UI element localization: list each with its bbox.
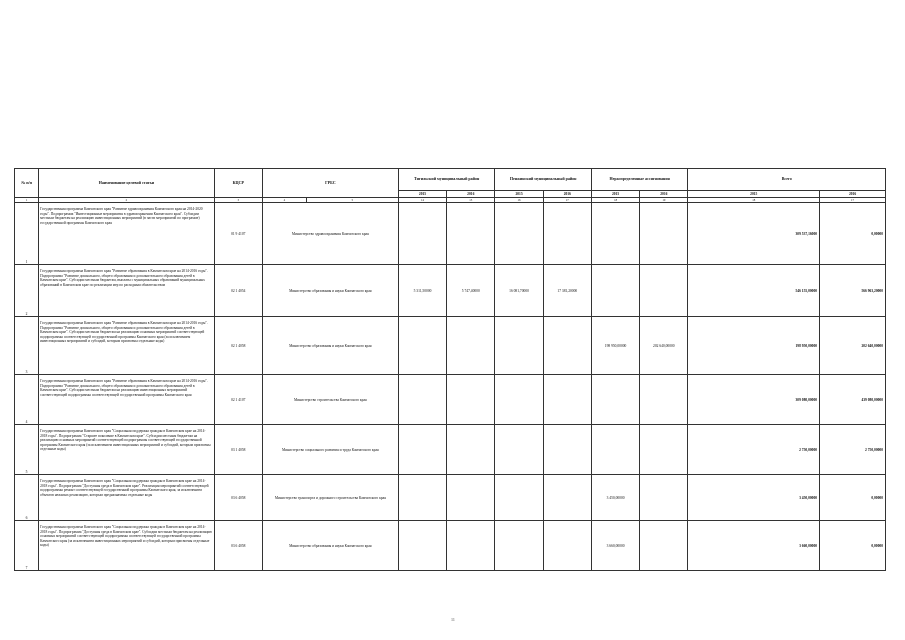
value-total-2015: 3 660,00000 (688, 521, 820, 571)
table-row (15, 265, 886, 317)
table-row (15, 203, 886, 265)
value-unallocated-2015: 3 660,00000 (591, 521, 639, 571)
value-penzhin-2016: 17 381,20000 (543, 265, 591, 317)
value-penzhin-2015 (495, 521, 543, 571)
table-row (15, 317, 886, 375)
value-unallocated-2015 (591, 375, 639, 425)
value-penzhin-2015 (495, 425, 543, 475)
value-tigil-2016: 5 747,40000 (447, 265, 495, 317)
row-name: Государственная программа Камчатского края "Развитие образования в Камчатском крае на 2014-2016 годы". Подпрограмма "Развитие дошкольного, общего образования и дополнительного образования детей в Камчатском крае". Субсидии местным бюджетам на реализацию инвестиционных мероприятий соответствующей подпрограммы соответствующей государственной программы Камчатского края (39, 375, 215, 425)
year-cell: 2016 (640, 191, 688, 198)
row-name: Государственная программа Камчатского края "Развитие здравоохранения Камчатского края на 2014-2020 годы". Подпрограмма "Инвестиционные мероприятия в здравоохранении Камчатского края". Субсидии местным бюджетам на реализацию инвестиционных мероприятий (в части мероприятий по программе) государственной программы Камчатского края (39, 203, 215, 265)
header-unallocated: Нераспределенные ассигнования (591, 169, 688, 191)
row-name: Государственная программа Камчатского края "Социальная поддержка граждан в Камчатском крае на 2014-2018 годы". Подпрограмма "Доступная среда в Камчатском крае". Реализация мероприятий соответствующей подпрограммы ремонт соответствующей государственной программы Камчатского края, за исключением объектов нежилых реализацию, которым предназначены отдельные коды (39, 475, 215, 521)
col-index: 19 (640, 198, 688, 203)
row-grbs: Министерство здравоохранения Камчатского края (262, 203, 398, 265)
value-penzhin-2016 (543, 475, 591, 521)
year-cell: 2016 (543, 191, 591, 198)
table-row (15, 521, 886, 571)
year-cell: 2015 (495, 191, 543, 198)
page-marker: 11 (451, 617, 455, 622)
col-index: 1 (15, 198, 39, 203)
col-index: 3 (214, 198, 262, 203)
appropriations-table (14, 168, 886, 571)
col-index: 18 (688, 198, 820, 203)
year-cell: 2015 (591, 191, 639, 198)
value-tigil-2016 (447, 375, 495, 425)
value-total-2015: 309 080,00000 (688, 375, 820, 425)
value-total-2016: 202 640,00000 (820, 317, 886, 375)
value-unallocated-2016: 202 640,00000 (640, 317, 688, 375)
value-total-2016: 2 750,00000 (820, 425, 886, 475)
value-penzhin-2015 (495, 475, 543, 521)
row-number: 2 (15, 265, 39, 317)
value-tigil-2015 (398, 475, 446, 521)
value-unallocated-2015 (591, 265, 639, 317)
year-cell: 2016 (447, 191, 495, 198)
row-grbs: Министерство строительства Камчатского края (262, 375, 398, 425)
row-kbk: 02 1 4107 (214, 375, 262, 425)
header-name: Наименование целевой статьи (39, 169, 215, 198)
row-grbs: Министерство социального развития и труда Камчатского края (262, 425, 398, 475)
value-tigil-2016 (447, 203, 495, 265)
value-tigil-2015 (398, 425, 446, 475)
row-number: 4 (15, 375, 39, 425)
col-index: 5 (306, 198, 398, 203)
row-kbk: 03 6 4058 (214, 475, 262, 521)
value-total-2015: 198 950,00000 (688, 317, 820, 375)
row-number: 3 (15, 317, 39, 375)
value-penzhin-2016 (543, 203, 591, 265)
col-index: 4 (262, 198, 306, 203)
col-index: 18 (591, 198, 639, 203)
row-name: Государственная программа Камчатского края "Социальная поддержка граждан в Камчатском крае на 2014-2018 годы". Подпрограмма "Доступная среда в Камчатском крае". Субсидии местным бюджетам на реализацию основных мероприятий соответствующей подпрограммы соответствующей государственной программы Камчатского края (за исключением инвестиционных мероприятий и субсидий, которым присвоены отдельные коды) (39, 521, 215, 571)
row-grbs: Министерство транспорта и дорожного строительства Камчатского края (262, 475, 398, 521)
value-total-2016: 0,00000 (820, 475, 886, 521)
value-total-2016: 566 963,20000 (820, 265, 886, 317)
table-row (15, 475, 886, 521)
row-grbs: Министерство образования и науки Камчатского края (262, 317, 398, 375)
year-cell: 2015 (398, 191, 446, 198)
value-total-2015: 3 450,00000 (688, 475, 820, 521)
value-tigil-2016 (447, 317, 495, 375)
value-total-2016: 439 080,00000 (820, 375, 886, 425)
header-total: Всего (688, 169, 886, 191)
value-total-2016: 0,00000 (820, 203, 886, 265)
col-index: 14 (398, 198, 446, 203)
value-penzhin-2016 (543, 317, 591, 375)
col-index: 15 (447, 198, 495, 203)
value-unallocated-2015 (591, 203, 639, 265)
value-tigil-2015 (398, 317, 446, 375)
table-body (15, 203, 886, 571)
col-index: 16 (495, 198, 543, 203)
col-index: 2 (39, 198, 215, 203)
header-num: № п/п (15, 169, 39, 198)
row-number: 5 (15, 425, 39, 475)
value-total-2016: 0,00000 (820, 521, 886, 571)
value-tigil-2015: 5 311,50000 (398, 265, 446, 317)
value-tigil-2016 (447, 521, 495, 571)
row-grbs: Министерство образования и науки Камчатского края (262, 521, 398, 571)
header-penzhin: Пенжинский муниципальный район (495, 169, 592, 191)
header-grbs: ГРБС (262, 169, 398, 198)
value-unallocated-2016 (640, 203, 688, 265)
table-row (15, 425, 886, 475)
value-tigil-2016 (447, 475, 495, 521)
value-unallocated-2016 (640, 425, 688, 475)
row-name: Государственная программа Камчатского края "Развитие образования в Камчатском крае на 2014-2016 годы". Подпрограмма "Развитие дошкольного, общего образования и дополнительного образования детей в Камчатском крае". Субсидии местным бюджетам на реализацию основных мероприятий соответствующей подпрограммы соответствующей государственной программы Камчатского края (за исключением инвестиционных мероприятий и субсидий, которым присвоены отдельные коды) (39, 317, 215, 375)
row-kbk: 01 9 4107 (214, 203, 262, 265)
row-grbs: Министерство образования и науки Камчатского края (262, 265, 398, 317)
header-kbk: КЦСР (214, 169, 262, 198)
value-total-2015: 309 537,16000 (688, 203, 820, 265)
row-kbk: 03 1 4058 (214, 425, 262, 475)
row-number: 7 (15, 521, 39, 571)
row-kbk: 03 6 4058 (214, 521, 262, 571)
header-row (15, 169, 886, 191)
header-tigil: Тигильский муниципальный район (398, 169, 495, 191)
year-cell: 2015 (688, 191, 820, 198)
value-penzhin-2015 (495, 375, 543, 425)
value-penzhin-2016 (543, 521, 591, 571)
row-name: Государственная программа Камчатского края "Развитие образования в Камчатском крае на 2014-2016 годы". Подпрограмма "Развитие дошкольного, общего образования и дополнительного образования детей в Камчатском крае". Субсидии местным бюджетам, выплаты с муниципальных образований муниципальных образований в Камчатском крае по реализации мер по расходным обязательствам (39, 265, 215, 317)
row-number: 6 (15, 475, 39, 521)
value-unallocated-2015: 3 450,00000 (591, 475, 639, 521)
year-cell: 2016 (820, 191, 886, 198)
value-unallocated-2016 (640, 375, 688, 425)
value-unallocated-2015: 198 950,00000 (591, 317, 639, 375)
value-penzhin-2016 (543, 425, 591, 475)
value-total-2015: 546 155,00000 (688, 265, 820, 317)
value-penzhin-2015 (495, 317, 543, 375)
col-index: 17 (820, 198, 886, 203)
col-index: 17 (543, 198, 591, 203)
row-kbk: 02 1 4054 (214, 265, 262, 317)
value-tigil-2015 (398, 203, 446, 265)
value-unallocated-2015 (591, 425, 639, 475)
value-penzhin-2016 (543, 375, 591, 425)
value-unallocated-2016 (640, 521, 688, 571)
table-row (15, 375, 886, 425)
value-unallocated-2016 (640, 475, 688, 521)
value-total-2015: 2 750,00000 (688, 425, 820, 475)
value-tigil-2015 (398, 521, 446, 571)
value-tigil-2015 (398, 375, 446, 425)
value-penzhin-2015: 16 081,70000 (495, 265, 543, 317)
value-penzhin-2015 (495, 203, 543, 265)
value-tigil-2016 (447, 425, 495, 475)
row-kbk: 02 1 4058 (214, 317, 262, 375)
value-unallocated-2016 (640, 265, 688, 317)
row-number: 1 (15, 203, 39, 265)
row-name: Государственная программа Камчатского края "Социальная поддержка граждан в Камчатском крае на 2014-2018 годы". Подпрограмма "Старшее поколение в Камчатском крае". Субсидии местным бюджетам на реализацию основных мероприятий соответствующей подпрограммы соответствующей государственной программы Камчатского края (за исключением инвестиционных мероприятий и субсидий, которым присвоены отдельные коды) (39, 425, 215, 475)
